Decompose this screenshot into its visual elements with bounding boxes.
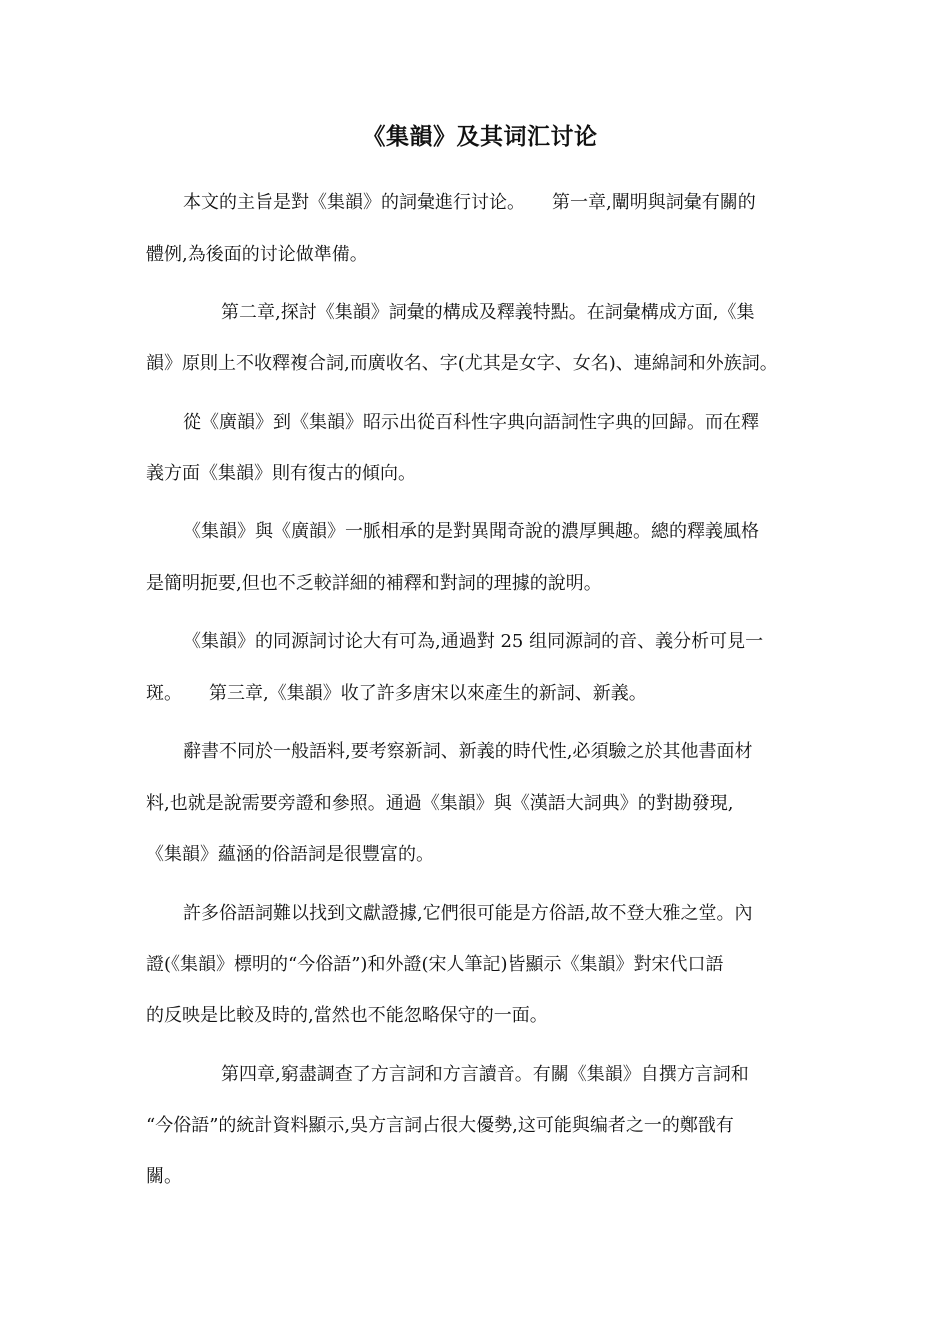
text-line: 是簡明扼要,但也不乏較詳細的補釋和對詞的理據的說明。 <box>146 573 602 594</box>
text-line: 第二章,探討《集韻》詞彙的構成及釋義特點。在詞彙構成方面,《集 <box>221 302 755 323</box>
text-line: “今俗語”的統計資料顯示,吳方言詞占很大優勢,这可能與编者之一的鄭戩有 <box>146 1115 734 1136</box>
text-line: 《集韻》的同源詞讨论大有可為,通過對 25 组同源詞的音、義分析可見一 <box>183 631 764 652</box>
text-line: 辭書不同於一般語料,要考察新詞、新義的時代性,必須驗之於其他書面材 <box>183 741 753 762</box>
text-line: 義方面《集韻》則有復古的傾向。 <box>146 463 416 484</box>
text-line: 證(《集韻》標明的“今俗語”)和外證(宋人筆記)皆顯示《集韻》對宋代口語 <box>146 954 724 975</box>
text-line: 第四章,窮盡調查了方言詞和方言讀音。有關《集韻》自撰方言詞和 <box>221 1064 749 1085</box>
text-line: 《集韻》與《廣韻》一脈相承的是對異聞奇說的濃厚興趣。總的釋義風格 <box>183 521 759 542</box>
text-line: 料,也就是說需要旁證和參照。通過《集韻》與《漢語大詞典》的對勘發現, <box>146 793 734 814</box>
text-line: 關。 <box>146 1166 182 1187</box>
text-line: 體例,為後面的讨论做準備。 <box>146 244 368 265</box>
text-line: 斑。 第三章,《集韻》收了許多唐宋以來產生的新詞、新義。 <box>146 683 647 704</box>
text-line: 從《廣韻》到《集韻》昭示出從百科性字典向語詞性字典的回歸。而在釋 <box>183 412 759 433</box>
text-line: 許多俗語詞難以找到文獻證據,它們很可能是方俗語,故不登大雅之堂。內 <box>183 903 753 924</box>
text-line: 本文的主旨是對《集韻》的詞彙進行讨论。 第一章,闡明與詞彙有關的 <box>183 192 756 213</box>
text-line: 《集韻》蘊涵的俗語詞是很豐富的。 <box>146 844 434 865</box>
text-line: 韻》原則上不收釋複合詞,而廣收名、字(尤其是女字、女名)、連綿詞和外族詞。 <box>146 353 778 374</box>
document-title: 《集韻》及其词汇讨论 <box>362 123 598 150</box>
text-line: 的反映是比較及時的,當然也不能忽略保守的一面。 <box>146 1005 548 1026</box>
